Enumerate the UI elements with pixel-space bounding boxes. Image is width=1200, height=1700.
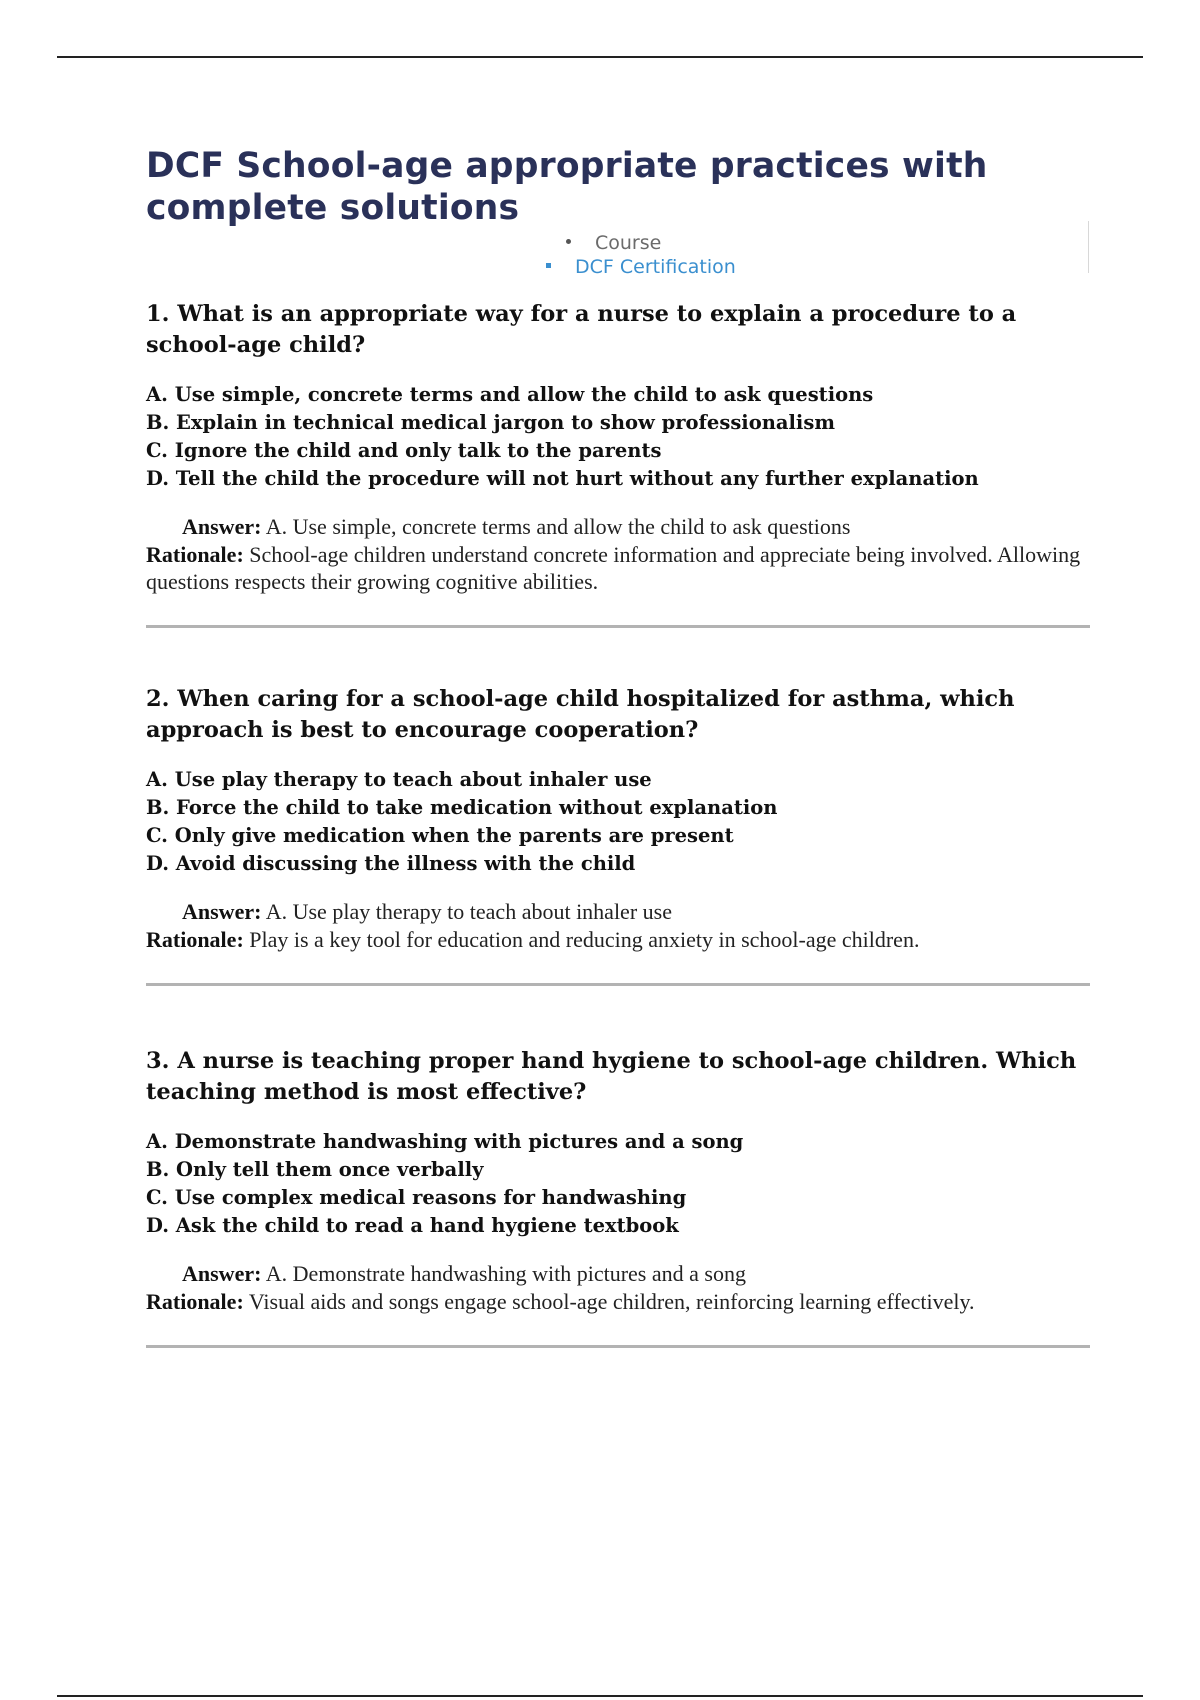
breadcrumb-item-dcf-certification[interactable] (546, 255, 736, 279)
section-divider (146, 983, 1090, 986)
rationale-text: School-age children understand concrete information and appreciate being involved. Allowing questions respects their growing cognitive abilities. (146, 542, 1081, 594)
option-item: A. Use simple, concrete terms and allow the child to ask questions (146, 383, 874, 406)
question-text: 3. A nurse is teaching proper hand hygiene to school-age children. Which teaching method is most effective? (146, 1048, 1077, 1105)
divider (1088, 221, 1089, 273)
question-text: 2. When caring for a school-age child hospitalized for asthma, which approach is best to encourage cooperation? (146, 686, 1015, 743)
option-list (146, 1128, 1090, 1240)
rationale-label: Rationale: (146, 542, 244, 567)
option-list (146, 766, 1090, 878)
option-list (146, 381, 1090, 493)
rationale-label: Rationale: (146, 1289, 244, 1314)
answer-line (182, 898, 1090, 926)
page-bottom-rule (57, 1695, 1143, 1697)
answer-label: Answer: (182, 899, 262, 924)
answer-line (182, 1260, 1090, 1288)
section-divider (146, 625, 1090, 628)
option-item: A. Demonstrate handwashing with pictures and a song (146, 1130, 744, 1153)
answer-line (182, 513, 1090, 541)
breadcrumb (146, 231, 1090, 287)
option-item: C. Only give medication when the parents are present (146, 824, 734, 847)
rationale-label: Rationale: (146, 927, 244, 952)
document-body (146, 145, 1090, 1348)
option-item: B. Force the child to take medication without explanation (146, 796, 778, 819)
question-text: 1. What is an appropriate way for a nurse to explain a procedure to a school-age child? (146, 301, 1017, 358)
rationale-text: Play is a key tool for education and reducing anxiety in school-age children. (243, 927, 920, 952)
rationale-line (146, 541, 1090, 595)
option-item: B. Only tell them once verbally (146, 1158, 484, 1181)
breadcrumb-item-course[interactable] (566, 231, 661, 255)
breadcrumb-label: DCF Certification (575, 256, 736, 278)
breadcrumb-label: Course (595, 232, 662, 254)
answer-label: Answer: (182, 1261, 262, 1286)
bullet-icon (566, 239, 571, 244)
page-top-rule (57, 56, 1143, 58)
option-item: D. Tell the child the procedure will not hurt without any further explanation (146, 467, 979, 490)
question-block (146, 684, 1090, 986)
rationale-text: Visual aids and songs engage school-age children, reinforcing learning effectively. (243, 1289, 975, 1314)
question-block (146, 1046, 1090, 1348)
option-item: B. Explain in technical medical jargon to show professionalism (146, 411, 835, 434)
option-item: D. Avoid discussing the illness with the child (146, 852, 636, 875)
section-divider (146, 1345, 1090, 1348)
question-block (146, 299, 1090, 628)
answer-text: A. Use play therapy to teach about inhaler use (261, 899, 672, 924)
answer-label: Answer: (182, 514, 262, 539)
option-item: A. Use play therapy to teach about inhaler use (146, 768, 652, 791)
option-item: C. Use complex medical reasons for handwashing (146, 1186, 687, 1209)
answer-text: A. Use simple, concrete terms and allow the child to ask questions (261, 514, 851, 539)
option-item: D. Ask the child to read a hand hygiene textbook (146, 1214, 679, 1237)
option-item: C. Ignore the child and only talk to the parents (146, 439, 662, 462)
rationale-line (146, 926, 1090, 953)
square-bullet-icon (546, 263, 551, 268)
page-title: DCF School-age appropriate practices with complete solutions (146, 146, 988, 228)
answer-text: A. Demonstrate handwashing with pictures and a song (261, 1261, 746, 1286)
rationale-line (146, 1288, 1090, 1315)
